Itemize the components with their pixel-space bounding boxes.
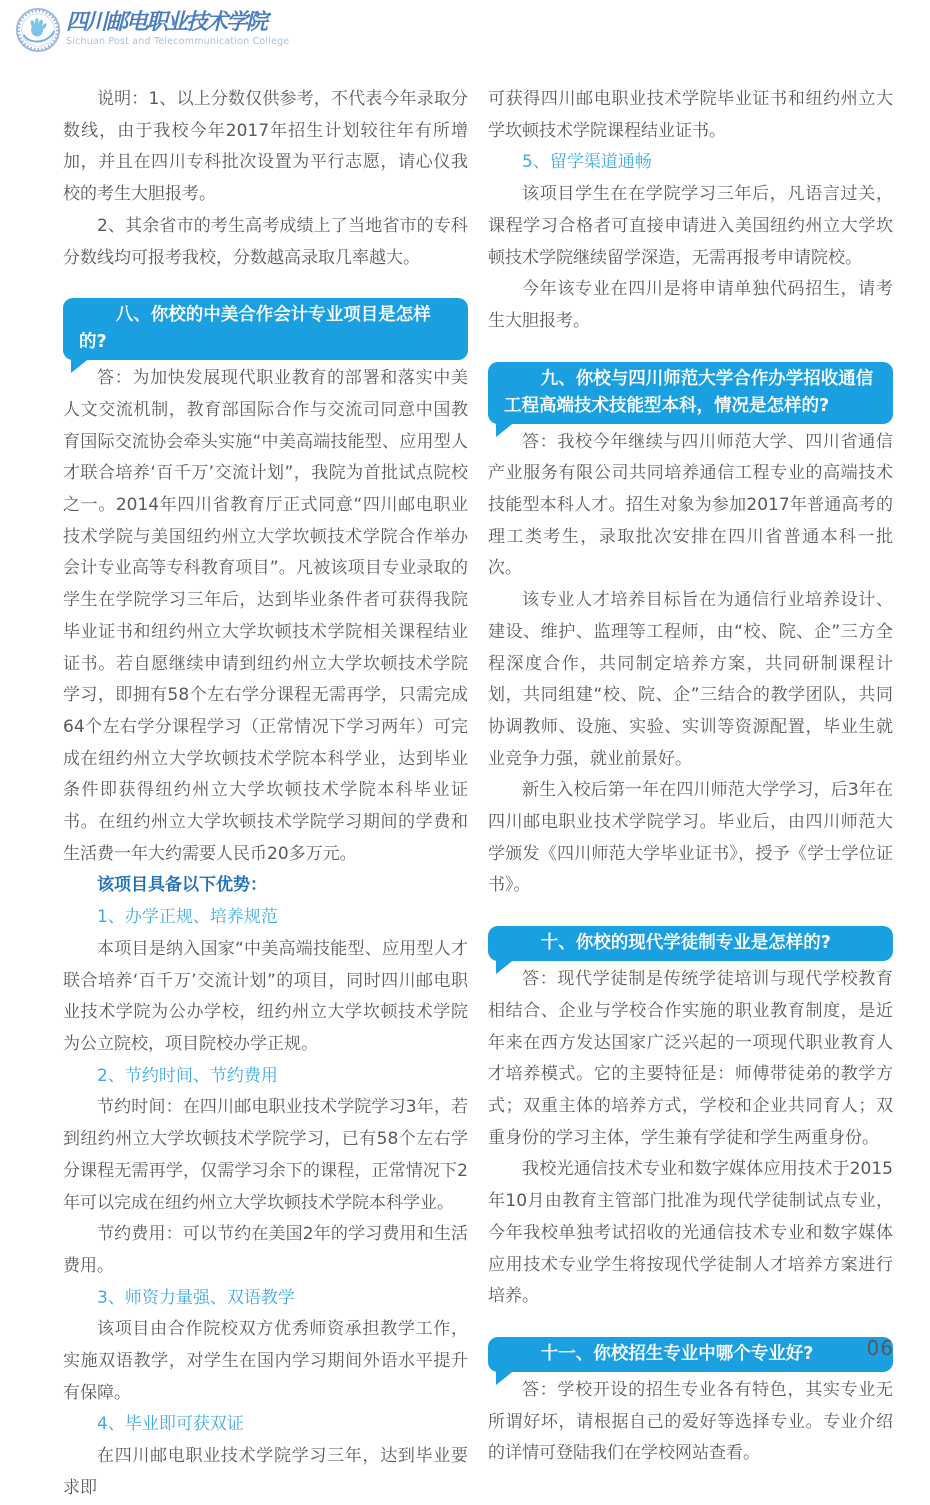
advantage-5-text-2: 今年该专业在四川是将申请单独代码招生，请考生大胆报考。 — [488, 279, 893, 331]
advantage-4-text: 在四川邮电职业技术学院学习三年，达到毕业要求即 — [63, 1446, 468, 1498]
advantage-1-title: 1、办学正规、培养规范 — [97, 907, 278, 928]
advantage-5-title: 5、留学渠道通畅 — [522, 152, 652, 173]
advantage-3-text: 该项目由合作院校双方优秀师资承担教学工作，实施双语教学，对学生在国内学习期间外语水平提升有保障。 — [63, 1319, 468, 1403]
question-8-bubble: 八、你校的中美合作会计专业项目是怎样的? — [63, 298, 468, 360]
advantage-4-title: 4、毕业即可获双证 — [97, 1414, 244, 1435]
left-column — [63, 84, 468, 1505]
advantages-heading: 该项目具备以下优势： — [97, 875, 267, 896]
question-9-paragraph-3: 新生入校后第一年在四川师范大学学习，后3年在四川邮电职业技术学院学习。毕业后，由四川师范大学颁发《四川师范大学毕业证书》，授予《学士学位证书》。 — [488, 780, 893, 896]
advantage-2-text-1: 节约时间：在四川邮电职业技术学院学习3年，若到纽约州立大学坎顿技术学院学习，已有58个左右学分课程无需再学，仅需学习余下的课程，正常情况下2年可以完成在纽约州立大学坎顿技术学院本科学业。 — [63, 1097, 468, 1213]
college-name-chinese: 四川邮电职业技术学院 — [66, 9, 267, 35]
right-column — [488, 84, 893, 1505]
advantage-5-text-1: 该项目学生在在学院学习三年后，凡语言过关，课程学习合格者可直接申请进入美国纽约州立大学坎顿技术学院继续留学深造，无需再报考申请院校。 — [488, 184, 893, 268]
note-paragraph-2: 2、其余省市的考生高考成绩上了当地省市的专科分数线均可报考我校，分数越高录取几率越大。 — [63, 215, 468, 268]
advantage-1-text: 本项目是纳入国家“中美高端技能型、应用型人才联合培养‘百千万’交流计划”的项目，同时四川邮电职业技术学院为公办学校，纽约州立大学坎顿技术学院为公立院校，项目院校办学正规。 — [63, 938, 468, 1054]
page-number: 06 — [866, 1336, 894, 1360]
advantage-3-title: 3、师资力量强、双语教学 — [97, 1287, 295, 1308]
advantage-4-continuation: 可获得四川邮电职业技术学院毕业证书和纽约州立大学坎顿技术学院课程结业证书。 — [488, 89, 893, 141]
question-11-paragraph-1: 答：学校开设的招生专业各有特色，其实专业无所谓好坏，请根据自己的爱好等选择专业。专业介绍的详情可登陆我们在学校网站查看。 — [488, 1379, 893, 1464]
question-8-answer: 答：为加快发展现代职业教育的部署和落实中美人文交流机制，教育部国际合作与交流司同意中国教育国际交流协会牵头实施“中美高端技能型、应用型人才联合培养‘百千万’交流计划”，我院为首批试点院校之一。2014年四川省教育厅正式同意“四川邮电职业技术学院与美国纽约州立大学坎顿技术学院合作举办会计专业高等专科教育项目”。凡被该项目专业录取的学生在学院学习三年后，达到毕业条件者可获得我院毕业证书和纽约州立大学坎顿技术学院相关课程结业证书。若自愿继续申请到纽约州立大学坎顿技术学院学习，即拥有58个左右学分课程无需再学，只需完成64个左右学分课程学习（正常情况下学习两年）可完成在纽约州立大学坎顿技术学院本科学业，达到毕业条件即获得纽约州立大学坎顿技术学院本科毕业证书。在纽约州立大学坎顿技术学院学习期间的学费和生活费一年大约需要人民币20多万元。 — [63, 368, 468, 864]
advantage-2-title: 2、节约时间、节约费用 — [97, 1065, 278, 1086]
question-11-bubble: 十一、你校招生专业中哪个专业好? — [488, 1337, 893, 1372]
note-paragraph-1: 说明：1、以上分数仅供参考，不代表今年录取分数线，由于我校今年2017年招生计划较往年有所增加，并且在四川专科批次设置为平行志愿，请心仪我校的考生大胆报考。 — [63, 89, 468, 205]
question-9-paragraph-2: 该专业人才培养目标旨在为通信行业培养设计、建设、维护、监理等工程师，由“校、院、企”三方全程深度合作，共同制定培养方案，共同研制课程计划，共同组建“校、院、企”三结合的教学团队，共同协调教师、设施、实验、实训等资源配置，毕业生就业竞争力强，就业前景好。 — [488, 590, 893, 769]
question-10-paragraph-1: 答：现代学徒制是传统学徒培训与现代学校教育相结合、企业与学校合作实施的职业教育制度，是近年来在西方发达国家广泛兴起的一项现代职业教育人才培养模式。它的主要特征是：师傅带徒弟的教学方式；双重主体的培养方式，学校和企业共同育人；双重身份的学习主体，学生兼有学徒和学生两重身份。 — [488, 969, 893, 1148]
document-body — [63, 84, 893, 1505]
question-9-bubble: 九、你校与四川师范大学合作办学招收通信工程高端技术技能型本科，情况是怎样的? — [488, 362, 893, 424]
question-9-paragraph-1: 答：我校今年继续与四川师范大学、四川省通信产业服务有限公司共同培养通信工程专业的高端技术技能型本科人才。招生对象为参加2017年普通高考的理工类考生，录取批次安排在四川省普通本科一批次。 — [488, 431, 893, 579]
question-10-paragraph-2: 我校光通信技术专业和数字媒体应用技术于2015年10月由教育主管部门批准为现代学徒制试点专业，今年我校单独考试招收的光通信技术专业和数字媒体应用技术专业学生将按现代学徒制人才培养方案进行培养。 — [488, 1159, 893, 1307]
advantage-2-text-2: 节约费用：可以节约在美国2年的学习费用和生活费用。 — [63, 1224, 468, 1276]
page-header — [15, 7, 289, 53]
question-10-bubble: 十、你校的现代学徒制专业是怎样的? — [488, 926, 893, 961]
college-name-english: Sichuan Post and Telecommunication College — [66, 36, 290, 47]
college-logo-text — [66, 7, 289, 48]
college-logo-emblem — [15, 7, 61, 53]
